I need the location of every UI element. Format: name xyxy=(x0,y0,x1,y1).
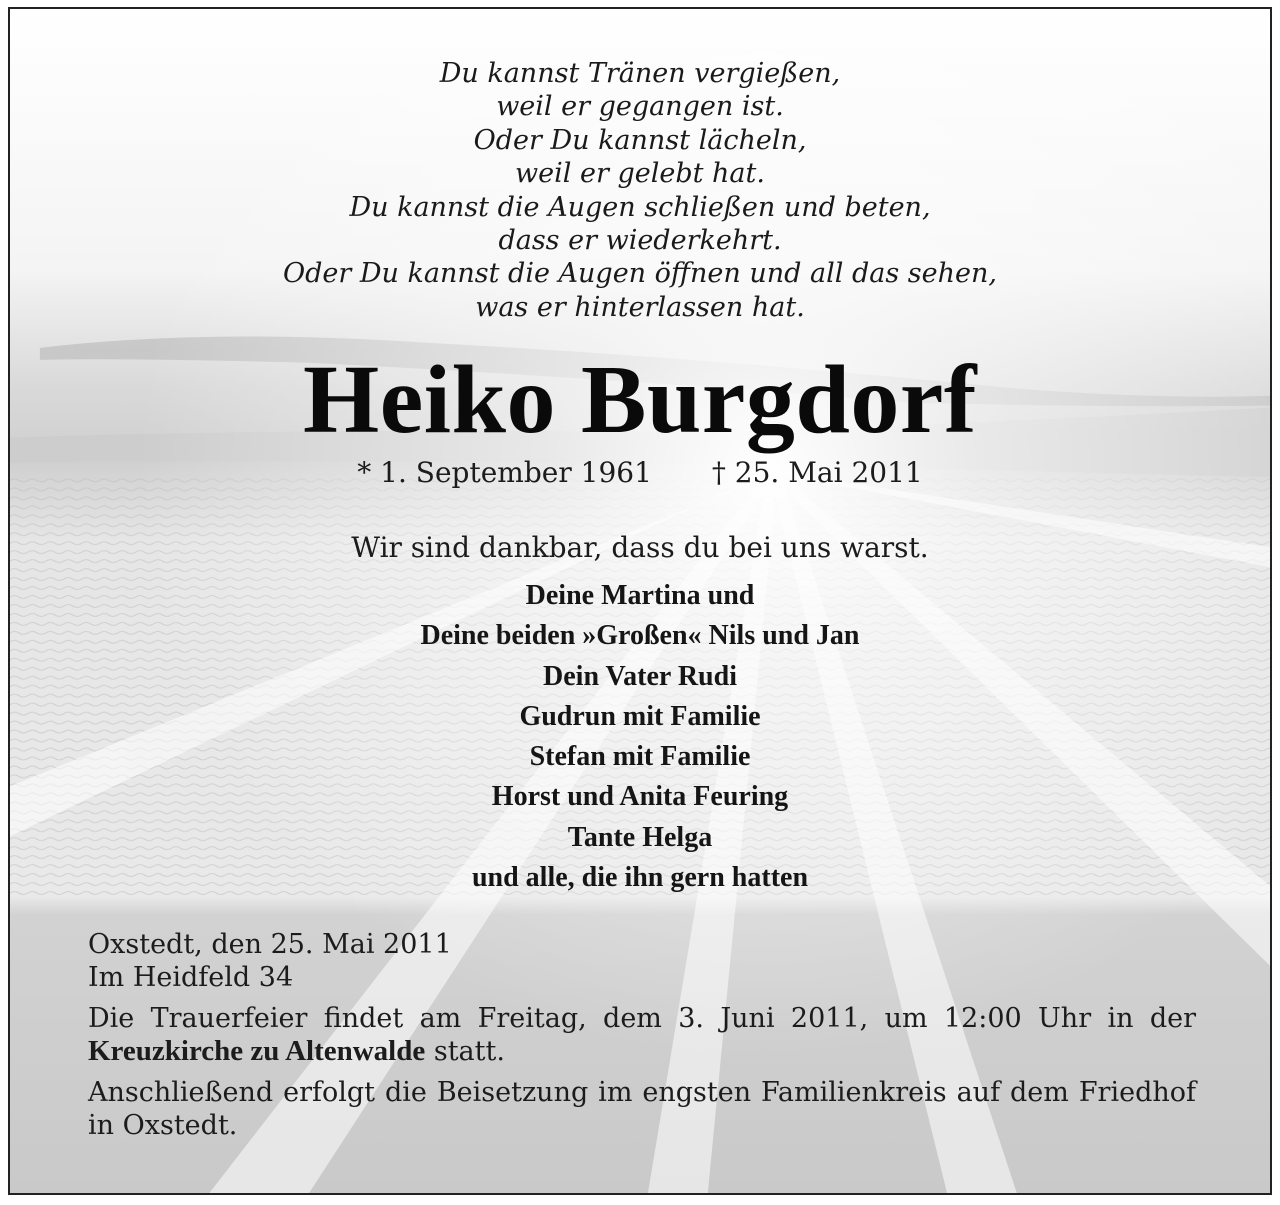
funeral-info xyxy=(88,1002,1196,1068)
poem-line: Du kannst die Augen schließen und beten, xyxy=(349,191,931,223)
memorial-poem xyxy=(10,57,1270,324)
life-dates xyxy=(10,456,1270,490)
death-date: † 25. Mai 2011 xyxy=(711,456,923,489)
poem-line: Du kannst Tränen vergießen, xyxy=(439,58,841,89)
mourner-line: Gudrun mit Familie xyxy=(519,700,761,732)
obituary-notice xyxy=(8,7,1272,1195)
poem-line: weil er gegangen ist. xyxy=(496,91,784,123)
poem-line: was er hinterlassen hat. xyxy=(475,291,805,323)
birth-date: * 1. September 1961 xyxy=(357,456,652,489)
mourner-line: Tante Helga xyxy=(567,821,713,853)
street-address: Im Heidfeld 34 xyxy=(88,962,294,993)
poem-line: weil er gelebt hat. xyxy=(515,158,765,190)
funeral-text: Die Trauerfeier findet am Freitag, dem 3. Juni 2011, um 12:00 Uhr in der xyxy=(88,1003,1196,1034)
notice-details xyxy=(88,928,1196,1142)
deceased-name: Heiko Burgdorf xyxy=(303,346,977,454)
poem-line: Oder Du kannst lächeln, xyxy=(473,124,807,156)
mourner-line: Deine Martina und xyxy=(525,580,755,611)
funeral-text-end: statt. xyxy=(425,1036,505,1067)
poem-line: dass er wiederkehrt. xyxy=(498,225,782,257)
place-and-date: Oxstedt, den 25. Mai 2011 xyxy=(88,929,452,960)
funeral-location: Kreuzkirche zu Altenwalde xyxy=(88,1035,426,1067)
mourner-line: Stefan mit Familie xyxy=(529,741,751,773)
mourners-list xyxy=(10,576,1270,898)
mourner-line: Dein Vater Rudi xyxy=(543,660,737,692)
mourner-line: Horst und Anita Feuring xyxy=(491,781,789,813)
thanks-line: Wir sind dankbar, dass du bei uns warst. xyxy=(351,531,929,564)
mourner-line: Deine beiden »Großen« Nils und Jan xyxy=(420,620,860,652)
burial-info: Anschließend erfolgt die Beisetzung im engsten Familienkreis auf dem Friedhof in Oxstedt. xyxy=(88,1077,1196,1141)
poem-line: Oder Du kannst die Augen öffnen und all das sehen, xyxy=(283,258,997,290)
address-block xyxy=(88,928,1196,994)
mourner-line: und alle, die ihn gern hatten xyxy=(471,862,809,894)
